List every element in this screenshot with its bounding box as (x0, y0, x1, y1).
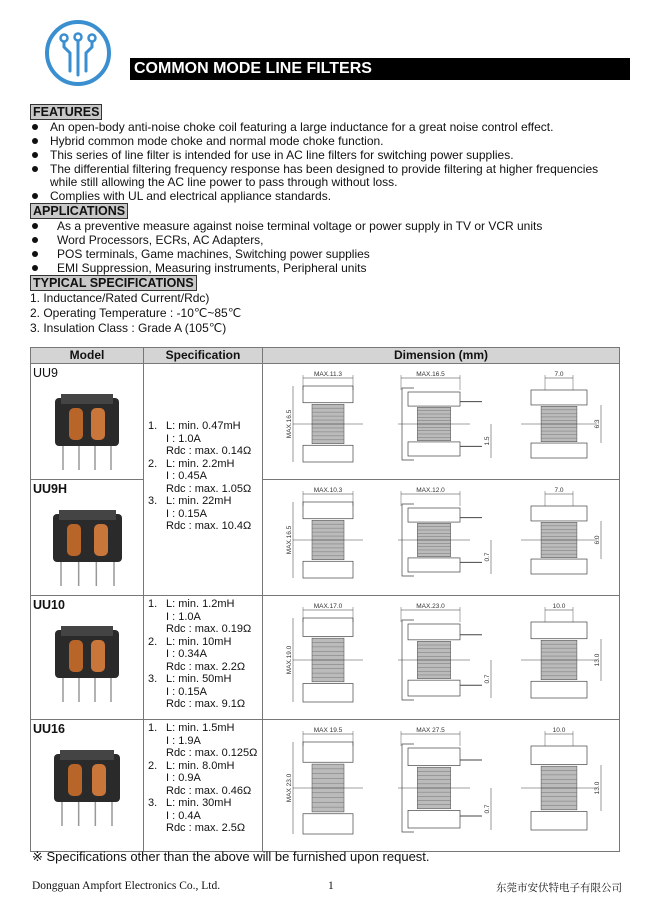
spec-line (148, 760, 258, 773)
feature-item: This series of line filter is intended for use in AC line filters for switching power supplies. (30, 148, 630, 162)
spec-rdc: Rdc : max. 0.19Ω (166, 623, 252, 635)
core-body (55, 398, 119, 446)
copper-coil (94, 524, 108, 556)
dimension-label: MAX.16.5 (286, 409, 293, 439)
flange (408, 810, 460, 828)
flange (408, 508, 460, 522)
flange (531, 746, 587, 764)
spec-rdc: Rdc : max. 0.14Ω (166, 445, 252, 457)
header-dimension: Dimension (mm) (263, 348, 620, 364)
flange (531, 622, 587, 639)
spec-current: I : 0.15A (166, 507, 207, 520)
table-row (31, 720, 620, 852)
footer-company-cn: 东莞市安伏特电子有限公司 (496, 882, 622, 894)
feature-item-continuation: while still allowing the AC line power to pass through without loss. (50, 175, 398, 189)
flange (303, 684, 353, 702)
dimension-cell (263, 364, 620, 480)
dimension-label: MAX.19.0 (286, 645, 293, 675)
model-name: UU9H (33, 482, 68, 496)
spec-current: I : 1.9A (166, 734, 201, 747)
dimension-label: 13.0 (594, 653, 601, 667)
dimension-label: MAX.11.3 (313, 371, 343, 378)
spec-inductance: L: min. 1.2mH (166, 598, 235, 610)
flange (303, 618, 353, 636)
flange (531, 443, 587, 458)
spec-line (148, 722, 258, 735)
core-top (60, 750, 114, 760)
spec-inductance: L: min. 50mH (166, 673, 232, 685)
feature-item: An open-body anti-noise choke coil featuring a large inductance for a great noise control effect. (30, 120, 630, 134)
core-body (55, 630, 119, 678)
feature-item: Hybrid common mode choke and normal mode choke function. (30, 134, 630, 148)
application-item: POS terminals, Game machines, Switching power supplies (30, 247, 630, 261)
dimension-cell (263, 480, 620, 596)
dimension-label: MAX 23.0 (286, 773, 293, 803)
spec-inductance: L: min. 1.5mH (166, 722, 235, 734)
flange (531, 506, 587, 521)
typical-spec-item: 3. Insulation Class : Grade A (105℃) (30, 321, 227, 335)
spec-line (148, 420, 258, 433)
spec-line (148, 673, 258, 686)
flange (408, 680, 460, 696)
flange (408, 442, 460, 456)
dimension-label: MAX 27.5 (416, 727, 445, 734)
flange (531, 390, 587, 405)
product-photo (47, 616, 127, 716)
header-specification: Specification (144, 348, 263, 364)
spec-line (148, 458, 258, 471)
flange (303, 445, 353, 462)
dimension-label: 0.7 (484, 552, 491, 562)
dimension-label: MAX.23.0 (416, 603, 445, 610)
dimension-label: MAX.17.0 (313, 603, 343, 610)
spec-inductance: L: min. 8.0mH (166, 759, 235, 772)
spec-line (148, 636, 258, 649)
specification-table (30, 347, 620, 852)
spec-number: 3. (148, 673, 158, 685)
copper-coil (91, 408, 105, 440)
spec-inductance: L: min. 0.47mH (166, 420, 241, 432)
spec-number: 1. (148, 598, 158, 610)
spec-cell (144, 720, 263, 852)
spec-inductance: L: min. 2.2mH (166, 457, 235, 470)
dimension-label: MAX 19.5 (313, 727, 343, 734)
spec-rdc: Rdc : max. 0.125Ω (166, 747, 258, 759)
dimension-label: 13.0 (594, 781, 601, 795)
spec-cell (144, 596, 263, 720)
spec-number: 1. (148, 420, 158, 432)
flange (303, 502, 353, 519)
spec-rdc: Rdc : max. 2.5Ω (166, 822, 246, 834)
flange (531, 559, 587, 574)
footer-company-en: Dongguan Ampfort Electronics Co., Ltd. (32, 880, 221, 892)
application-item: Word Processors, ECRs, AC Adapters, (30, 233, 630, 247)
footnote: ※ Specifications other than the above will be furnished upon request. (32, 849, 430, 864)
spec-line (148, 797, 258, 810)
spec-rdc: Rdc : max. 0.46Ω (166, 784, 252, 797)
spec-current: I : 0.9A (166, 772, 201, 784)
spec-number: 3. (148, 495, 158, 507)
dimension-drawing (263, 364, 619, 476)
copper-coil (68, 764, 82, 796)
spec-rdc: Rdc : max. 2.2Ω (166, 660, 246, 673)
spec-number: 2. (148, 759, 158, 772)
copper-coil (92, 764, 106, 796)
spec-rdc: Rdc : max. 10.4Ω (166, 520, 252, 532)
flange (408, 392, 460, 406)
dimension-label: 6.0 (594, 535, 601, 545)
spec-line (148, 598, 258, 611)
model-cell (31, 596, 144, 720)
applications-heading: APPLICATIONS (30, 203, 128, 219)
spec-list (144, 596, 262, 713)
flange (303, 814, 353, 834)
core-body (54, 754, 120, 802)
core-body (53, 514, 122, 562)
dimension-label: 0.7 (484, 804, 491, 814)
flange (408, 748, 460, 766)
flange (408, 558, 460, 572)
table-row (31, 364, 620, 480)
dimension-cell (263, 720, 620, 852)
copper-coil (91, 640, 105, 672)
dimension-label: 10.0 (552, 727, 566, 734)
spec-inductance: L: min. 10mH (166, 635, 232, 648)
dimension-label: MAX.16.5 (416, 371, 445, 378)
spec-number: 1. (148, 722, 158, 734)
core-top (61, 394, 113, 404)
dimension-label: 6.3 (594, 419, 601, 429)
model-name: UU16 (33, 722, 65, 736)
application-item: As a preventive measure against noise terminal voltage or power supply in TV or VCR units (30, 219, 630, 233)
feature-item: The differential filtering frequency response has been designed to provide filtering at higher frequencies (30, 162, 630, 176)
dimension-label: MAX.10.3 (313, 487, 343, 494)
dimension-label: MAX.16.5 (286, 525, 293, 555)
spec-line (148, 495, 258, 508)
spec-number: 3. (148, 797, 158, 809)
spec-cell (144, 364, 263, 596)
model-cell (31, 480, 144, 596)
feature-item: Complies with UL and electrical appliance standards. (30, 189, 630, 203)
dimension-label: MAX.12.0 (416, 487, 445, 494)
flange (303, 742, 353, 762)
flange (303, 386, 353, 403)
spec-rdc: Rdc : max. 9.1Ω (166, 698, 246, 710)
page-title: COMMON MODE LINE FILTERS (130, 58, 630, 80)
spec-number: 2. (148, 635, 158, 648)
typical-spec-item: 1. Inductance/Rated Current/Rdc) (30, 291, 210, 305)
copper-coil (69, 640, 83, 672)
model-cell (31, 364, 144, 480)
page-number: 1 (328, 880, 334, 892)
dimension-label: 7.0 (554, 371, 564, 378)
typical-spec-item: 2. Operating Temperature : -10℃~85℃ (30, 306, 242, 320)
spec-rdc: Rdc : max. 1.05Ω (166, 482, 252, 495)
product-photo (45, 500, 130, 588)
spec-current: I : 1.0A (166, 432, 201, 445)
spec-number: 2. (148, 457, 158, 470)
dimension-label: 10.0 (552, 603, 566, 610)
core-top (59, 510, 116, 520)
spec-inductance: L: min. 22mH (166, 495, 232, 507)
product-photo (47, 384, 127, 472)
flange (531, 812, 587, 830)
dimension-label: 1.5 (484, 436, 491, 446)
header-model: Model (31, 348, 144, 364)
table-header-row (31, 348, 620, 364)
copper-coil (67, 524, 81, 556)
model-name: UU10 (33, 598, 65, 612)
company-logo-icon (44, 19, 112, 87)
table-row (31, 480, 620, 596)
spec-inductance: L: min. 30mH (166, 797, 232, 809)
features-section (30, 104, 630, 336)
spec-current: I : 0.45A (166, 470, 207, 482)
typical-specs-heading: TYPICAL SPECIFICATIONS (30, 275, 197, 291)
table-row (31, 596, 620, 720)
spec-current: I : 0.4A (166, 809, 201, 822)
flange (303, 561, 353, 578)
dimension-label: 0.7 (484, 674, 491, 684)
spec-current: I : 0.34A (166, 648, 207, 660)
application-item: EMI Suppression, Measuring instruments, Peripheral units (30, 261, 630, 275)
core-top (61, 626, 113, 636)
dimension-drawing (263, 480, 619, 592)
spec-list (144, 720, 262, 837)
model-cell (31, 720, 144, 852)
dimension-label: 7.0 (554, 487, 564, 494)
product-photo (46, 740, 128, 844)
spec-current: I : 1.0A (166, 610, 201, 623)
spec-current: I : 0.15A (166, 685, 207, 698)
flange (408, 624, 460, 640)
flange (531, 681, 587, 698)
model-name: UU9 (33, 366, 59, 380)
copper-coil (69, 408, 83, 440)
spec-list (144, 364, 262, 535)
features-heading: FEATURES (30, 104, 102, 120)
dimension-drawing (263, 596, 619, 716)
dimension-cell (263, 596, 620, 720)
dimension-drawing (263, 720, 619, 848)
